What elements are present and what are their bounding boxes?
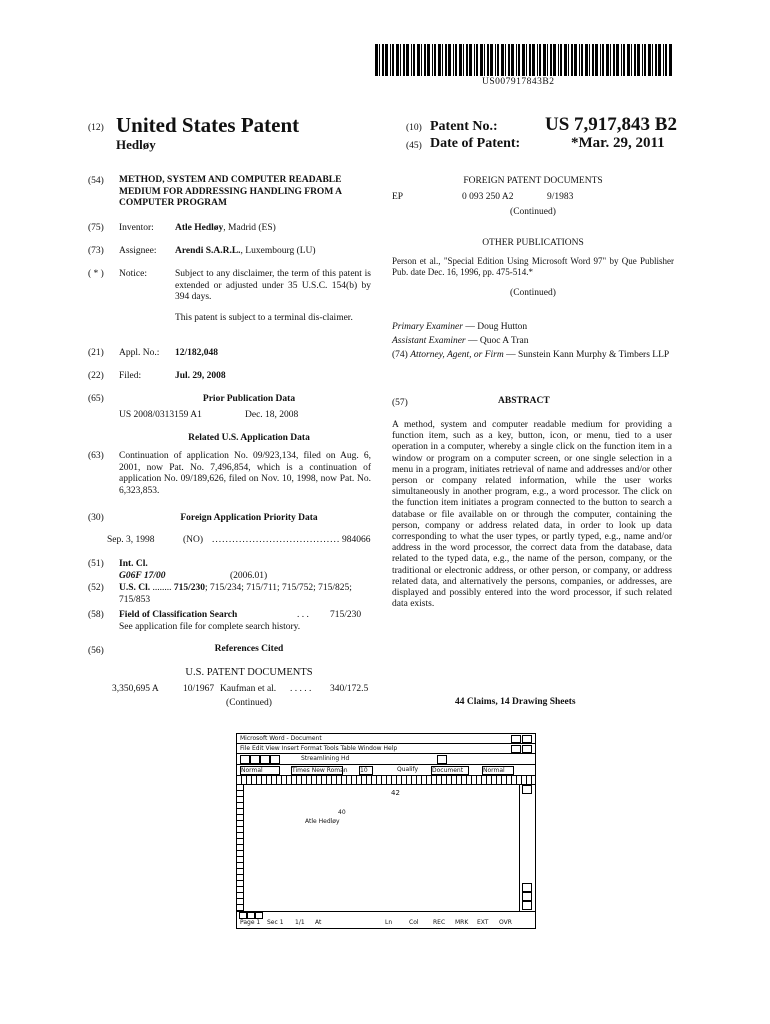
inventor-place: , Madrid (ES) xyxy=(223,223,276,233)
int-cl-year: (2006.01) xyxy=(230,571,268,581)
barcode-bar xyxy=(655,44,657,76)
barcode-bar xyxy=(490,44,493,76)
priority-dots: ...................................... xyxy=(212,535,341,545)
fig-open-icon xyxy=(250,755,260,764)
barcode-bar xyxy=(403,44,405,76)
search-field-value: 715/230 xyxy=(330,610,362,620)
barcode-bar xyxy=(642,44,643,76)
search-history-note: See application file for complete search history. xyxy=(119,622,301,632)
barcode-bar xyxy=(621,44,622,76)
barcode-bar xyxy=(445,44,447,76)
barcode-bar xyxy=(613,44,615,76)
code-63: (63) xyxy=(88,451,104,461)
terminal-disclaimer: This patent is subject to a terminal dis-claimer. xyxy=(175,313,353,323)
priority-country: (NO) xyxy=(183,535,204,545)
assignee-label: Assignee: xyxy=(119,246,157,256)
barcode-bar xyxy=(392,44,394,76)
fig-format-toolbar xyxy=(237,765,535,776)
appl-no-label: Appl. No.: xyxy=(119,348,160,358)
us-cl-rest: ; 715/234; 715/711; 715/752; 715/825; 715/853 xyxy=(119,583,352,605)
barcode-bar xyxy=(390,44,391,76)
barcode-bar xyxy=(455,44,457,76)
fig-status-col: Col xyxy=(409,919,419,926)
barcode-bar xyxy=(637,44,640,76)
fig-menu-bar xyxy=(237,744,535,754)
barcode-bar xyxy=(595,44,598,76)
barcode-bar xyxy=(600,44,601,76)
barcode-bar xyxy=(658,44,661,76)
prior-pub-heading: Prior Publication Data xyxy=(202,394,296,404)
patent-number: US 7,917,843 B2 xyxy=(545,114,677,135)
fig-vertical-scrollbar xyxy=(520,785,533,911)
fig-standard-toolbar xyxy=(237,754,535,765)
barcode-bar xyxy=(665,44,667,76)
int-cl-class: G06F 17/00 xyxy=(119,571,166,581)
header-inventor: Hedløy xyxy=(116,137,156,152)
barcode-bar xyxy=(631,44,632,76)
invention-title: METHOD, SYSTEM AND COMPUTER READABLE MEDIUM FOR ADDRESSING HANDLING FROM A COMPUTER PROGRAM xyxy=(119,175,342,208)
code-22: (22) xyxy=(88,371,104,381)
claims-sheets: 44 Claims, 14 Drawing Sheets xyxy=(455,697,576,707)
barcode-bar xyxy=(550,44,552,76)
us-cl-label: U.S. Cl. xyxy=(119,583,151,593)
ref-name: Kaufman et al. xyxy=(220,684,277,694)
barcode-bar xyxy=(610,44,611,76)
barcode-bar xyxy=(518,44,520,76)
barcode-bar xyxy=(459,44,462,76)
barcode-bar xyxy=(606,44,609,76)
foreign-docs-heading: FOREIGN PATENT DOCUMENTS xyxy=(463,176,603,186)
appl-no-value: 12/182,048 xyxy=(175,348,219,358)
continuation-text: Continuation of application No. 09/923,134, filed on Aug. 6, 2001, now Pat. No. 7,496,854, which is a continuation of application No. 09/189,626, filed on Nov. 10, 1998, now Pat. No. 6,323,853. xyxy=(119,451,371,496)
barcode-bar xyxy=(623,44,625,76)
foreign-priority-heading: Foreign Application Priority Data xyxy=(180,513,318,523)
patent-date: *Mar. 29, 2011 xyxy=(571,135,665,151)
barcode-bar xyxy=(385,44,388,76)
fig-label-40: 40 xyxy=(338,809,346,816)
barcode-bar xyxy=(400,44,401,76)
barcode-bar xyxy=(529,44,531,76)
patent-no-label: Patent No.: xyxy=(430,119,498,134)
filed-value: Jul. 29, 2008 xyxy=(175,371,226,381)
fig-status-page: Page 1 xyxy=(240,919,261,926)
barcode-bar xyxy=(379,44,380,76)
barcode-bar xyxy=(627,44,630,76)
barcode-bar xyxy=(484,44,485,76)
notice-text: Subject to any disclaimer, the term of this patent is extended or adjusted under 35 U.S.C. 154(b) by 394 days. xyxy=(175,269,371,302)
barcode xyxy=(375,44,675,76)
fig-scroll-down-icon xyxy=(522,883,532,892)
fig-ruler xyxy=(237,776,535,785)
abstract-heading: ABSTRACT xyxy=(498,396,550,406)
fig-status-sec: Sec 1 xyxy=(267,919,284,926)
fig-vertical-ruler xyxy=(237,785,244,911)
barcode-bar xyxy=(487,44,489,76)
fig-next-page-icon xyxy=(522,901,532,910)
related-heading: Related U.S. Application Data xyxy=(188,433,310,443)
priority-number: 984066 xyxy=(342,535,371,545)
fig-print-icon xyxy=(270,755,280,764)
fig-status-ovr: OVR xyxy=(499,919,512,926)
code-52: (52) xyxy=(88,583,104,593)
primary-examiner-label: Primary Examiner xyxy=(392,322,463,332)
barcode-bar xyxy=(453,44,454,76)
barcode-bar xyxy=(476,44,478,76)
barcode-bar xyxy=(434,44,436,76)
barcode-bar xyxy=(469,44,472,76)
foreign-date: 9/1983 xyxy=(547,192,574,202)
ref-number: 3,350,695 A xyxy=(112,684,159,694)
fig-status-ext: EXT xyxy=(477,919,489,926)
code-10: (10) xyxy=(406,123,422,133)
code-75: (75) xyxy=(88,223,104,233)
fig-page-view-icon xyxy=(247,912,255,919)
code-45: (45) xyxy=(406,141,422,151)
fig-status-bar xyxy=(237,919,535,927)
refs-continued: (Continued) xyxy=(226,698,272,708)
barcode-bar xyxy=(568,44,569,76)
search-field-dots: . . . xyxy=(297,610,309,620)
barcode-bar xyxy=(375,44,378,76)
barcode-bar xyxy=(463,44,464,76)
references-heading: References Cited xyxy=(214,644,284,654)
fig-font-box: Times New Roman xyxy=(292,767,348,774)
fig-style-box: Normal xyxy=(240,766,280,775)
primary-examiner-name: — Doug Hutton xyxy=(465,322,528,332)
fig-scroll-up-icon xyxy=(522,785,532,794)
barcode-bar xyxy=(602,44,604,76)
code-73: (73) xyxy=(88,246,104,256)
barcode-bar xyxy=(532,44,535,76)
code-57: (57) xyxy=(392,398,408,408)
inventor-label: Inventor: xyxy=(119,223,154,233)
barcode-bar xyxy=(511,44,514,76)
date-label: Date of Patent: xyxy=(430,136,521,151)
patent-type-title: United States Patent xyxy=(116,113,300,137)
barcode-bar xyxy=(474,44,475,76)
barcode-bar xyxy=(466,44,468,76)
assistant-examiner-label: Assistant Examiner xyxy=(392,336,466,346)
fig-doc-close-icon xyxy=(522,745,532,753)
fig-doc-minimize-icon xyxy=(511,745,521,753)
barcode-bar xyxy=(579,44,580,76)
notice-label: Notice: xyxy=(119,269,147,279)
ref-dots: . . . . . xyxy=(290,684,312,694)
code-74: (74) xyxy=(392,350,408,360)
barcode-bar xyxy=(669,44,672,76)
fig-normal-view-icon xyxy=(239,912,247,919)
barcode-bar xyxy=(501,44,504,76)
abstract-text: A method, system and computer readable medium for providing a function item, such as a key, button, icon, or menu, tied to a user operation in a computer, whereby a single click on the function item in a window or program on a computer screen, or one single selection in a menu in a program, initiates retrieval of name and addresses and/or other person or company related information, while the user works simultaneously in another program, e.g., a word processor. The click on the function item initiates a program connected to the button to search a database or file available on or through the computer, containing the person, company or address related data, in order to look up data corresponding to what the user types, or partly typed, e.g., name and/or address in the word processor, the correct data from the database, data related to the typed data, e.g., the name of the person, company, or the traditional or electronic address, or other person, or company, or address related data, and alternatively the persons, companies, or addresses, are displayed and possibly entered into the word processor, if such related data exists. xyxy=(392,420,672,610)
code-58: (58) xyxy=(88,610,104,620)
barcode-bar xyxy=(543,44,546,76)
barcode-bar xyxy=(413,44,415,76)
barcode-bar xyxy=(516,44,517,76)
code-65: (65) xyxy=(88,394,104,404)
word-window-figure xyxy=(236,733,536,929)
fig-size-box: 10 xyxy=(359,766,373,775)
prior-pub-date: Dec. 18, 2008 xyxy=(245,410,299,420)
fig-toolbar-text: Streamlining Hd xyxy=(301,755,350,762)
fig-label-42: 42 xyxy=(391,789,400,797)
fig-normal-box: Normal xyxy=(482,766,514,775)
fig-status-ln: Ln xyxy=(385,919,393,926)
attorney-label: Attorney, Agent, or Firm xyxy=(410,350,504,360)
barcode-bar xyxy=(396,44,399,76)
fig-status-mrk: MRK xyxy=(455,919,469,926)
barcode-bar xyxy=(526,44,527,76)
search-field-label: Field of Classification Search xyxy=(119,610,238,620)
barcode-bar xyxy=(539,44,541,76)
us-cl-dots: ........ xyxy=(152,583,172,593)
barcode-bar xyxy=(560,44,562,76)
barcode-bar xyxy=(442,44,443,76)
barcode-bar xyxy=(663,44,664,76)
barcode-bar xyxy=(616,44,619,76)
fig-status-rec: REC xyxy=(433,919,446,926)
barcode-bar xyxy=(585,44,588,76)
ref-class: 340/172.5 xyxy=(330,684,369,694)
code-56: (56) xyxy=(88,646,104,656)
fig-special-button-icon xyxy=(437,755,447,764)
barcode-bar xyxy=(652,44,653,76)
fig-document-area xyxy=(237,785,520,911)
barcode-bar xyxy=(648,44,651,76)
fig-minimize-icon xyxy=(511,735,521,743)
filed-label: Filed: xyxy=(119,371,142,381)
fig-save-icon xyxy=(260,755,270,764)
foreign-country: EP xyxy=(392,192,404,202)
fig-prev-page-icon xyxy=(522,892,532,901)
barcode-bar xyxy=(644,44,646,76)
barcode-bar xyxy=(592,44,594,76)
fig-new-icon xyxy=(240,755,250,764)
int-cl-label: Int. Cl. xyxy=(119,559,148,569)
barcode-bar xyxy=(574,44,577,76)
foreign-continued: (Continued) xyxy=(510,207,556,217)
fig-outline-view-icon xyxy=(255,912,263,919)
prior-pub-number: US 2008/0313159 A1 xyxy=(119,410,202,420)
barcode-bar xyxy=(417,44,420,76)
fig-status-at: At xyxy=(315,919,322,926)
barcode-bar xyxy=(581,44,583,76)
barcode-bar xyxy=(411,44,412,76)
code-12: (12) xyxy=(88,123,104,133)
barcode-bar xyxy=(406,44,409,76)
barcode-bar xyxy=(505,44,506,76)
barcode-bar xyxy=(438,44,441,76)
barcode-bar xyxy=(382,44,384,76)
fig-menu-text: File Edit View Insert Format Tools Table Window Help xyxy=(240,745,398,752)
us-docs-heading: U.S. PATENT DOCUMENTS xyxy=(185,667,313,678)
us-cl-main: 715/230 xyxy=(173,583,206,593)
code-51: (51) xyxy=(88,559,104,569)
assistant-examiner-name: — Quoc A Tran xyxy=(468,336,529,346)
barcode-number: US007917843B2 xyxy=(482,77,555,87)
fig-status-pos: 1/1 xyxy=(295,919,305,926)
other-pubs-continued: (Continued) xyxy=(510,288,556,298)
inventor-name: Atle Hedløy xyxy=(175,223,224,233)
other-pubs-heading: OTHER PUBLICATIONS xyxy=(482,238,584,248)
barcode-bar xyxy=(495,44,496,76)
barcode-bar xyxy=(634,44,636,76)
barcode-bar xyxy=(553,44,556,76)
barcode-bar xyxy=(589,44,590,76)
code-21: (21) xyxy=(88,348,104,358)
barcode-bar xyxy=(522,44,525,76)
barcode-bar xyxy=(432,44,433,76)
fig-maximize-icon xyxy=(522,735,532,743)
barcode-bar xyxy=(497,44,499,76)
ref-date: 10/1967 xyxy=(183,684,215,694)
other-pubs-text: Person et al., "Special Edition Using Microsoft Word 97" by Que Publisher Pub. date Dec. 16, 1996, pp. 475-514.* xyxy=(392,256,674,277)
assignee-place: , Luxembourg (LU) xyxy=(240,246,316,256)
barcode-bar xyxy=(571,44,573,76)
fig-title-text: Microsoft Word - Document xyxy=(240,735,322,742)
barcode-bar xyxy=(480,44,483,76)
foreign-number: 0 093 250 A2 xyxy=(462,192,514,202)
barcode-bar xyxy=(558,44,559,76)
barcode-bar xyxy=(421,44,422,76)
code-54: (54) xyxy=(88,176,104,186)
code-notice: ( * ) xyxy=(88,269,104,279)
barcode-bar xyxy=(508,44,510,76)
code-30: (30) xyxy=(88,513,104,523)
assignee-name: Arendi S.A.R.L. xyxy=(175,246,241,256)
fig-document-box: Document xyxy=(431,766,469,775)
fig-qualify-text: Qualify xyxy=(397,766,419,773)
barcode-bar xyxy=(448,44,451,76)
fig-title-bar xyxy=(237,734,535,744)
barcode-bar xyxy=(424,44,426,76)
barcode-bar xyxy=(564,44,567,76)
barcode-bar xyxy=(427,44,430,76)
barcode-bar xyxy=(537,44,538,76)
attorney-value: — Sunstein Kann Murphy & Timbers LLP xyxy=(506,350,670,360)
priority-date: Sep. 3, 1998 xyxy=(107,535,155,545)
fig-doc-text: Atle Hedløy xyxy=(305,818,340,825)
barcode-bar xyxy=(547,44,548,76)
